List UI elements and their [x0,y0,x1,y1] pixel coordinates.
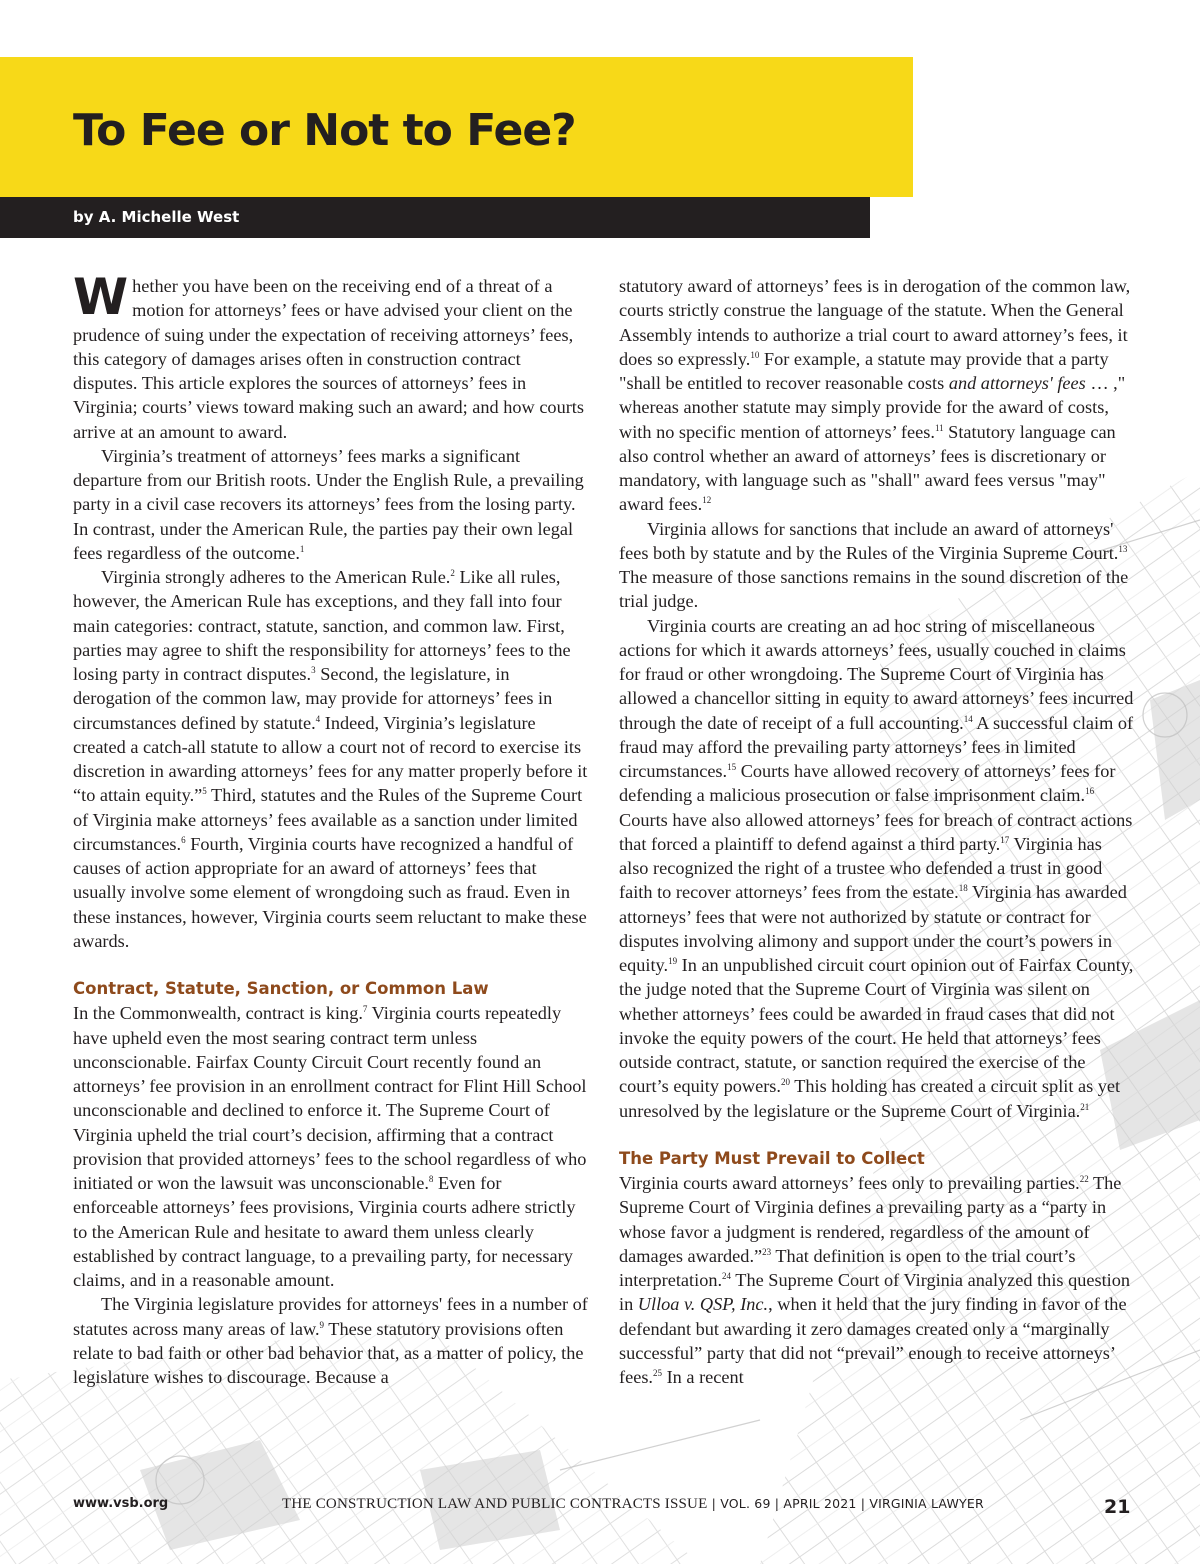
footnote-ref: 24 [722,1270,732,1281]
footnote-ref: 6 [181,834,186,845]
footnote-ref: 5 [202,786,207,797]
paragraph: The Virginia legislature provides for attorneys' fees in a number of statutes across many areas of law.$^9$ These statutory provisions often relate to bad faith or other bad behavior that, as a matter of policy, the legislature wishes to discourage. Because a [73,1294,588,1387]
page-number: 21 [1104,1496,1131,1518]
paragraph: Whether you have been on the receiving end of a threat of a motion for attorneys’ fees or have advised your client on the prudence of suing under the expectation of receiving attorneys’ fees, this category of damages arises often in construction contract disputes. This article explores the sources of attorneys’ fees in Virginia; courts’ views toward making such an award; and how courts arrive at an amount to award. [73,268,584,442]
footnote-ref: 7 [362,1004,368,1015]
footnote-ref: 17 [1000,834,1010,845]
paragraph: In the Commonwealth, contract is king.$^7$ Virginia courts repeatedly have upheld even the most searing contract term unless unconscionable. Fairfax County Circuit Court recently found an attorneys’ fee provision in an enrollment contract for Flint Hill School unconscionable and declined to enforce it. The Supreme Court of Virginia upheld the trial court’s decision, affirming that a contract provision that provided attorneys’ fees to the school regardless of who initiated or won the lawsuit was unconscionable.$^8$ Even for enforceable attorneys’ fees provisions, Virginia courts adhere strictly to the American Rule and hesitate to award them unless clearly established by contract language, to a prevailing party, for necessary claims, and in a reasonable amount. [73,1003,587,1290]
footnote-ref: 9 [319,1319,325,1330]
paragraph: statutory award of attorneys’ fees is in derogation of the common law, courts strictly construe the language of the statute. When the General Assembly intends to authorize a trial court to award attorney’s fees, it does so expressly.$^{10}$ For example, a statute may provide that a party "shall be entitled to recover reasonable costs and attorneys' fees … ," whereas another statute may simply provide for the award of costs, with no specific mention of attorneys’ fees.$^{11}$ Statutory language can also control whether an award of attorneys’ fees is discretionary or mandatory, with language such as "shall" award fees versus "may" award fees.$^{12}$ [619,276,1131,515]
section-heading: The Party Must Prevail to Collect [619,1148,925,1168]
footnote-ref: 12 [702,495,712,506]
article-title: To Fee or Not to Fee? [73,105,576,156]
footnote-ref: 15 [727,761,737,772]
footnote-ref: 20 [780,1077,790,1088]
footnote-ref: 16 [1085,786,1095,797]
right-column [619,274,1135,1389]
footnote-ref: 4 [315,713,321,724]
footer-website-link[interactable]: www.vsb.org [73,1496,169,1511]
paragraph: Virginia strongly adheres to the American Rule.$^2$ Like all rules, however, the American Rule has exceptions, and they fall into four main categories: contract, statute, sanction, and common law. First, parties may agree to shift the responsibility for attorneys’ fees to the losing party in contract disputes.$^3$ Second, the legislature, in derogation of the common law, may provide for attorneys’ fees in circumstances defined by statute.$^4$ Indeed, Virginia’s legislature created a catch-all statute to allow a court not of record to exercise its discretion in awarding attorneys’ fees for any matter properly before it “to attain equity.”$^5$ Third, statutes and the Rules of the Supreme Court of Virginia make attorneys’ fees available as a sanction under limited circumstances.$^6$ Fourth, Virginia courts have recognized a handful of causes of action appropriate for an award of attorneys’ fees that usually involve some element of wrongdoing such as fraud. Even in these instances, however, Virginia courts seem reluctant to make these awards. [73,567,588,951]
byline: by A. Michelle West [73,208,240,226]
footnote-ref: 13 [1118,543,1128,554]
paragraph: Virginia allows for sanctions that include an award of attorneys' fees both by statute and by the Rules of the Virginia Supreme Court.$^{13}$ The measure of those sanctions remains in the sound discretion of the trial judge. [619,518,1129,612]
footnote-ref: 23 [762,1246,772,1257]
footnote-ref: 21 [1080,1101,1090,1112]
footnote-ref: 19 [668,955,678,966]
footnote-ref: 14 [963,713,973,724]
footnote-ref: 3 [311,664,316,675]
footnote-ref: 22 [1079,1173,1089,1184]
left-column [73,268,589,1389]
paragraph: Virginia courts are creating an ad hoc string of miscellaneous actions for which it awards attorneys’ fees, usually couched in claims for fraud or other wrongdoing. The Supreme Court of Virginia has allowed a chancellor sitting in equity to award attorneys’ fees incurred through the date of receipt of a full accounting.$^{14}$ A successful claim of fraud may afford the prevailing party attorneys’ fees in limited circumstances.$^{15}$ Courts have allowed recovery of attorneys’ fees for defending a malicious prosecution or false imprisonment claim.$^{16}$ Courts have also allowed attorneys’ fees for breach of contract actions that forced a plaintiff to defend against a third party.$^{17}$ Virginia has also recognized the right of a trustee who defended a trust in good faith to recover attorneys’ fees from the estate.$^{18}$ Virginia has awarded attorneys’ fees that were not authorized by statute or contract for disputes involving alimony and support under the court’s powers in equity.$^{19}$ In an unpublished circuit court opinion out of Fairfax County, the judge noted that the Supreme Court of Virginia was silent on whether attorneys’ fees could be awarded in fraud cases that did not invoke the equity powers of the court. He held that attorneys’ fees outside contract, statute, or sanction required the exercise of the court’s equity powers.$^{20}$ This holding has created a circuit split as yet unresolved by the legislature or the Supreme Court of Virginia.$^{21}$ [619,615,1134,1121]
title-banner [0,57,913,197]
footnote-ref: 25 [653,1367,663,1378]
footer-issue-info: THE CONSTRUCTION LAW AND PUBLIC CONTRACTS ISSUE | VOL. 69 | APRIL 2021 | VIRGINIA LAWYER [282,1496,984,1512]
footnote-ref: 10 [750,349,760,360]
footnote-ref: 8 [428,1173,434,1184]
paragraph: Virginia’s treatment of attorneys’ fees marks a significant departure from our British roots. Under the English Rule, a prevailing party in a civil case recovers its attorneys’ fees from the losing party. In contrast, under the American Rule, the parties pay their own legal fees regardless of the outcome.$^1$ [73,445,584,563]
section-heading: Contract, Statute, Sanction, or Common Law [73,979,489,998]
footnote-ref: 1 [299,543,305,554]
footnote-ref: 18 [958,883,968,894]
footnote-ref: 11 [934,422,944,433]
paragraph: Virginia courts award attorneys’ fees only to prevailing parties.$^{22}$ The Supreme Court of Virginia defines a prevailing party as a “party in whose favor a judgment is rendered, regardless of the amount of damages awarded.”$^{23}$ That definition is open to the trial court’s interpretation.$^{24}$ The Supreme Court of Virginia analyzed this question in Ulloa v. QSP, Inc., when it held that the jury finding in favor of the defendant but awarding it zero damages created only a “marginally successful” party that did not “prevail” enough to receive attorneys’ fees.$^{25}$ In a recent [619,1173,1131,1387]
footnote-ref: 2 [450,567,455,578]
drop-cap: W [73,268,129,326]
byline-bar [0,197,870,238]
